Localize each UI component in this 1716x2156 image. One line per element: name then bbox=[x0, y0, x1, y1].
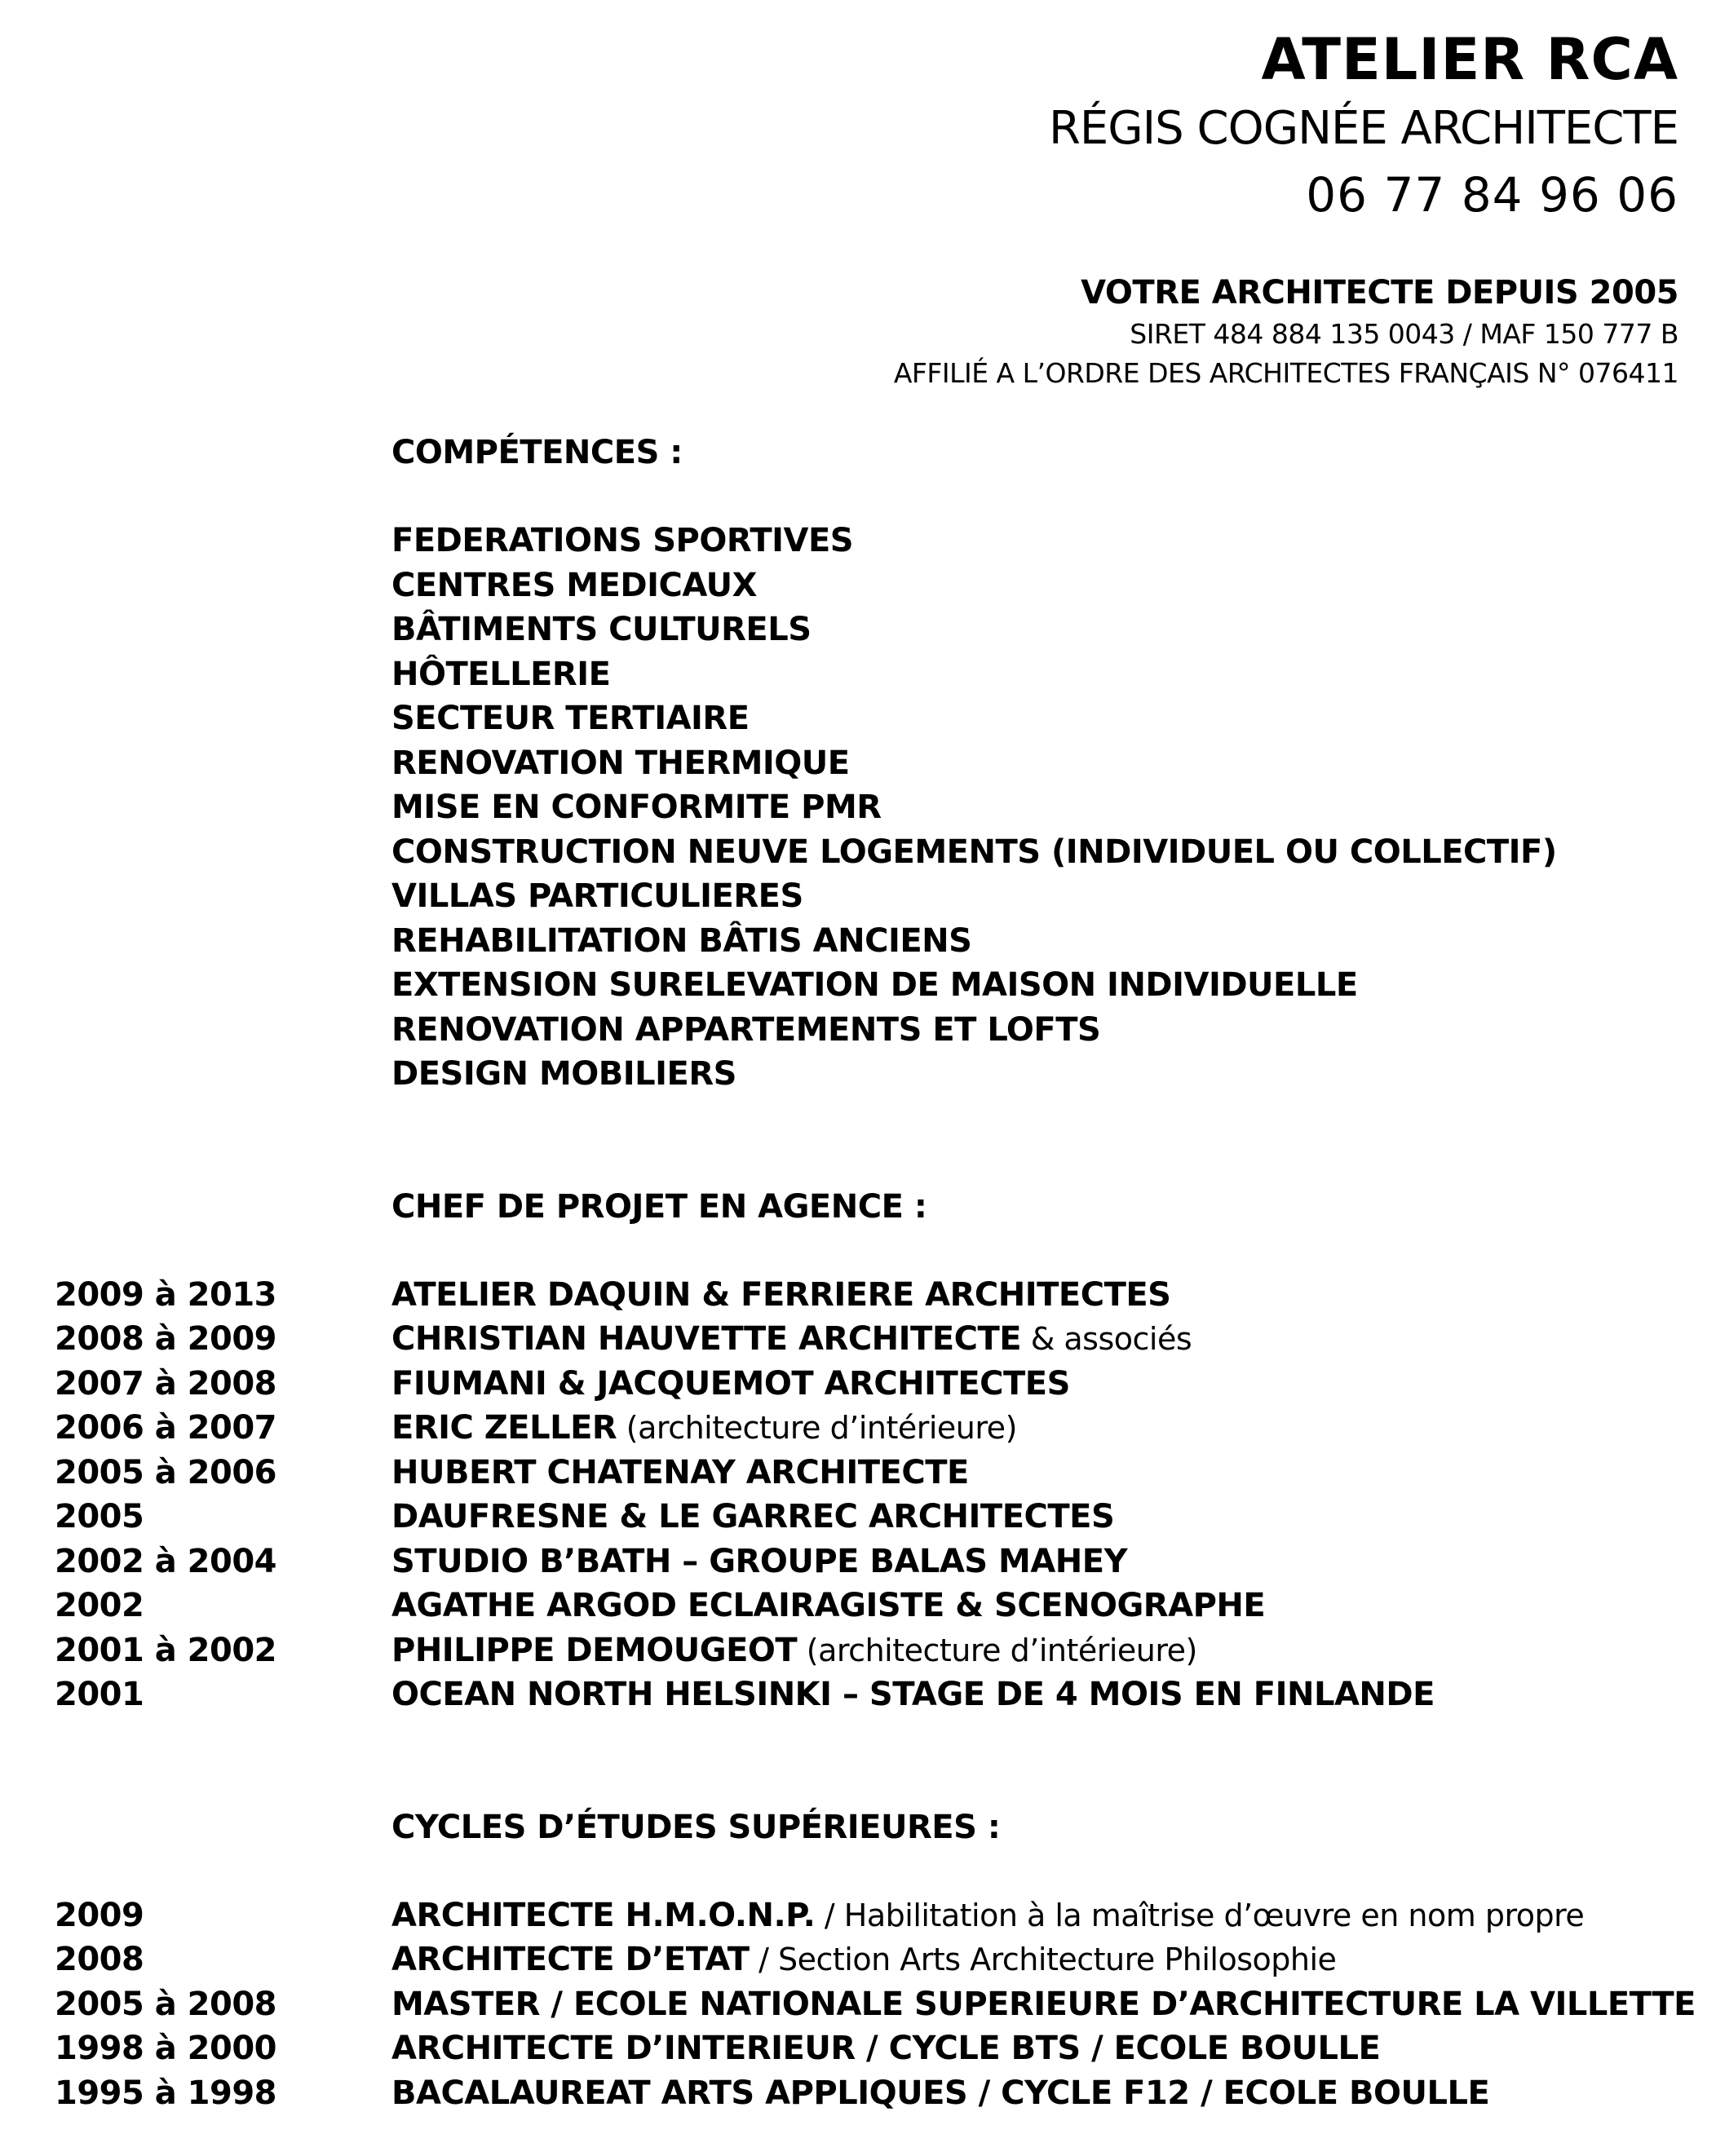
competence-spacer bbox=[0, 741, 391, 786]
experience-row bbox=[0, 1628, 1716, 1673]
experience-row-years: 2005 bbox=[55, 1498, 144, 1535]
experience-row bbox=[0, 1495, 1716, 1540]
experience-row-title: ATELIER DAQUIN & FERRIERE ARCHITECTES bbox=[391, 1275, 1171, 1314]
experience-row-years: 2006 à 2007 bbox=[55, 1409, 276, 1447]
experience-row-title: STUDIO B’BATH – GROUPE BALAS MAHEY bbox=[391, 1542, 1128, 1580]
competence-spacer bbox=[0, 1052, 391, 1097]
experience-row bbox=[0, 1317, 1716, 1362]
experience-row bbox=[0, 1451, 1716, 1496]
experience-row-text bbox=[391, 1540, 1127, 1584]
education-row-years: 1998 à 2000 bbox=[55, 2030, 276, 2067]
experience-list bbox=[0, 1273, 1716, 1717]
competence-item bbox=[0, 874, 1716, 919]
competence-label: REHABILITATION BÂTIS ANCIENS bbox=[391, 921, 972, 960]
experience-row-text bbox=[391, 1628, 1197, 1673]
experience-row-text bbox=[391, 1406, 1017, 1451]
experience-row-text bbox=[391, 1451, 969, 1496]
competence-label: DESIGN MOBILIERS bbox=[391, 1055, 736, 1093]
competence-item bbox=[0, 741, 1716, 786]
competence-label: SECTEUR TERTIAIRE bbox=[391, 700, 750, 737]
experience-row-text bbox=[391, 1273, 1170, 1318]
experience-row bbox=[0, 1273, 1716, 1318]
experience-row-text bbox=[391, 1317, 1192, 1362]
experience-row bbox=[0, 1584, 1716, 1628]
education-row-title: ARCHITECTE D’INTERIEUR / CYCLE BTS / ECOLE BOULLE bbox=[391, 2030, 1381, 2067]
experience-row-title: AGATHE ARGOD ECLAIRAGISTE & SCENOGRAPHE bbox=[391, 1587, 1266, 1624]
competence-item bbox=[0, 519, 1716, 563]
education-row-years: 2009 bbox=[55, 1896, 144, 1934]
experience-row bbox=[0, 1362, 1716, 1407]
experience-row-years: 2005 à 2006 bbox=[55, 1453, 276, 1491]
experience-row-text bbox=[391, 1495, 1114, 1540]
experience-row-detail: (architecture d’intérieure) bbox=[617, 1410, 1017, 1446]
education-row-years: 1995 à 1998 bbox=[55, 2074, 276, 2112]
architect-name: RÉGIS COGNÉE ARCHITECTE bbox=[1048, 102, 1678, 155]
education-row-years: 2005 à 2008 bbox=[55, 1985, 276, 2023]
education-row bbox=[0, 1982, 1716, 2027]
competence-label: MISE EN CONFORMITE PMR bbox=[391, 789, 882, 826]
education-row-text bbox=[391, 1937, 1336, 1982]
experience-row-text bbox=[391, 1584, 1265, 1628]
competence-item bbox=[0, 1008, 1716, 1053]
affiliation-line: AFFILIÉ A L’ORDRE DES ARCHITECTES FRANÇAIS N° 076411 bbox=[893, 357, 1678, 389]
competence-spacer bbox=[0, 1008, 391, 1053]
education-row-detail: / Section Arts Architecture Philosophie bbox=[749, 1942, 1337, 1977]
experience-row-title: CHRISTIAN HAUVETTE ARCHITECTE bbox=[391, 1320, 1022, 1358]
education-row-text bbox=[391, 1893, 1584, 1938]
competence-item bbox=[0, 696, 1716, 741]
competences-title: COMPÉTENCES : bbox=[391, 434, 683, 471]
competence-item bbox=[0, 785, 1716, 830]
experience-row-years: 2007 à 2008 bbox=[55, 1364, 276, 1403]
competence-item bbox=[0, 652, 1716, 697]
education-row-text bbox=[391, 1982, 1696, 2027]
competence-item bbox=[0, 1052, 1716, 1097]
competence-spacer bbox=[0, 652, 391, 697]
education-list bbox=[0, 1893, 1716, 2116]
education-row bbox=[0, 2026, 1716, 2071]
experience-row-years: 2009 à 2013 bbox=[55, 1275, 276, 1314]
tagline: VOTRE ARCHITECTE DEPUIS 2005 bbox=[1081, 274, 1678, 311]
experience-row-title: HUBERT CHATENAY ARCHITECTE bbox=[391, 1453, 969, 1491]
education-row-title: ARCHITECTE H.M.O.N.P. bbox=[391, 1896, 816, 1934]
competence-item bbox=[0, 563, 1716, 608]
education-row bbox=[0, 1937, 1716, 1982]
experience-row bbox=[0, 1540, 1716, 1584]
competence-spacer bbox=[0, 519, 391, 563]
experience-row-title: PHILIPPE DEMOUGEOT bbox=[391, 1631, 798, 1669]
experience-row-years: 2002 à 2004 bbox=[55, 1542, 276, 1580]
competence-label: BÂTIMENTS CULTURELS bbox=[391, 611, 812, 648]
cv-content bbox=[0, 431, 1716, 2115]
competence-spacer bbox=[0, 963, 391, 1008]
experience-row-years: 2001 à 2002 bbox=[55, 1631, 276, 1669]
education-row-detail: / Habilitation à la maîtrise d’œuvre en nom propre bbox=[815, 1897, 1585, 1933]
education-row-text bbox=[391, 2026, 1380, 2071]
competence-item bbox=[0, 963, 1716, 1008]
competence-label: RENOVATION APPARTEMENTS ET LOFTS bbox=[391, 1010, 1101, 1049]
competence-spacer bbox=[0, 696, 391, 741]
competence-spacer bbox=[0, 874, 391, 919]
competence-label: CENTRES MEDICAUX bbox=[391, 566, 757, 604]
experience-title: CHEF DE PROJET EN AGENCE : bbox=[391, 1187, 927, 1226]
competence-spacer bbox=[0, 830, 391, 875]
experience-row-text bbox=[391, 1362, 1070, 1407]
experience-row-detail: & associés bbox=[1021, 1321, 1192, 1357]
education-row-text bbox=[391, 2071, 1489, 2116]
education-row-title: BACALAUREAT ARTS APPLIQUES / CYCLE F12 / ECOLE BOULLE bbox=[391, 2074, 1490, 2112]
competence-spacer bbox=[0, 563, 391, 608]
competence-item bbox=[0, 607, 1716, 652]
experience-row-years: 2002 bbox=[55, 1587, 144, 1624]
education-row-title: ARCHITECTE D’ETAT bbox=[391, 1941, 750, 1978]
experience-row-detail: (architecture d’intérieure) bbox=[797, 1632, 1197, 1668]
education-row bbox=[0, 2071, 1716, 2116]
competence-item bbox=[0, 919, 1716, 964]
competence-label: VILLAS PARTICULIERES bbox=[391, 877, 803, 915]
experience-row-years: 2001 bbox=[55, 1676, 144, 1713]
experience-row-title: ERIC ZELLER bbox=[391, 1409, 617, 1447]
experience-row-title: FIUMANI & JACQUEMOT ARCHITECTES bbox=[391, 1364, 1070, 1403]
experience-row-years: 2008 à 2009 bbox=[55, 1320, 276, 1358]
competence-label: EXTENSION SURELEVATION DE MAISON INDIVIDUELLE bbox=[391, 966, 1358, 1004]
header bbox=[894, 23, 1678, 393]
competence-spacer bbox=[0, 607, 391, 652]
education-title: CYCLES D’ÉTUDES SUPÉRIEURES : bbox=[391, 1808, 1001, 1846]
phone-number: 06 77 84 96 06 bbox=[1306, 167, 1678, 223]
education-row bbox=[0, 1893, 1716, 1938]
competence-label: RENOVATION THERMIQUE bbox=[391, 744, 850, 782]
experience-row-text bbox=[391, 1672, 1435, 1717]
education-row-title: MASTER / ECOLE NATIONALE SUPERIEURE D’ARCHITECTURE LA VILLETTE bbox=[391, 1985, 1696, 2023]
competences-list bbox=[0, 519, 1716, 1097]
competence-item bbox=[0, 830, 1716, 875]
firm-name: ATELIER RCA bbox=[1261, 26, 1678, 93]
competence-label: HÔTELLERIE bbox=[391, 655, 611, 693]
experience-row bbox=[0, 1672, 1716, 1717]
education-row-years: 2008 bbox=[55, 1941, 144, 1978]
competence-spacer bbox=[0, 919, 391, 964]
competence-label: FEDERATIONS SPORTIVES bbox=[391, 522, 854, 559]
experience-row bbox=[0, 1406, 1716, 1451]
siret-line: SIRET 484 884 135 0043 / MAF 150 777 B bbox=[1130, 318, 1678, 350]
experience-row-title: OCEAN NORTH HELSINKI – STAGE DE 4 MOIS EN FINLANDE bbox=[391, 1676, 1435, 1713]
competence-spacer bbox=[0, 785, 391, 830]
competence-label: CONSTRUCTION NEUVE LOGEMENTS (INDIVIDUEL OU COLLECTIF) bbox=[391, 833, 1557, 871]
experience-row-title: DAUFRESNE & LE GARREC ARCHITECTES bbox=[391, 1498, 1115, 1535]
